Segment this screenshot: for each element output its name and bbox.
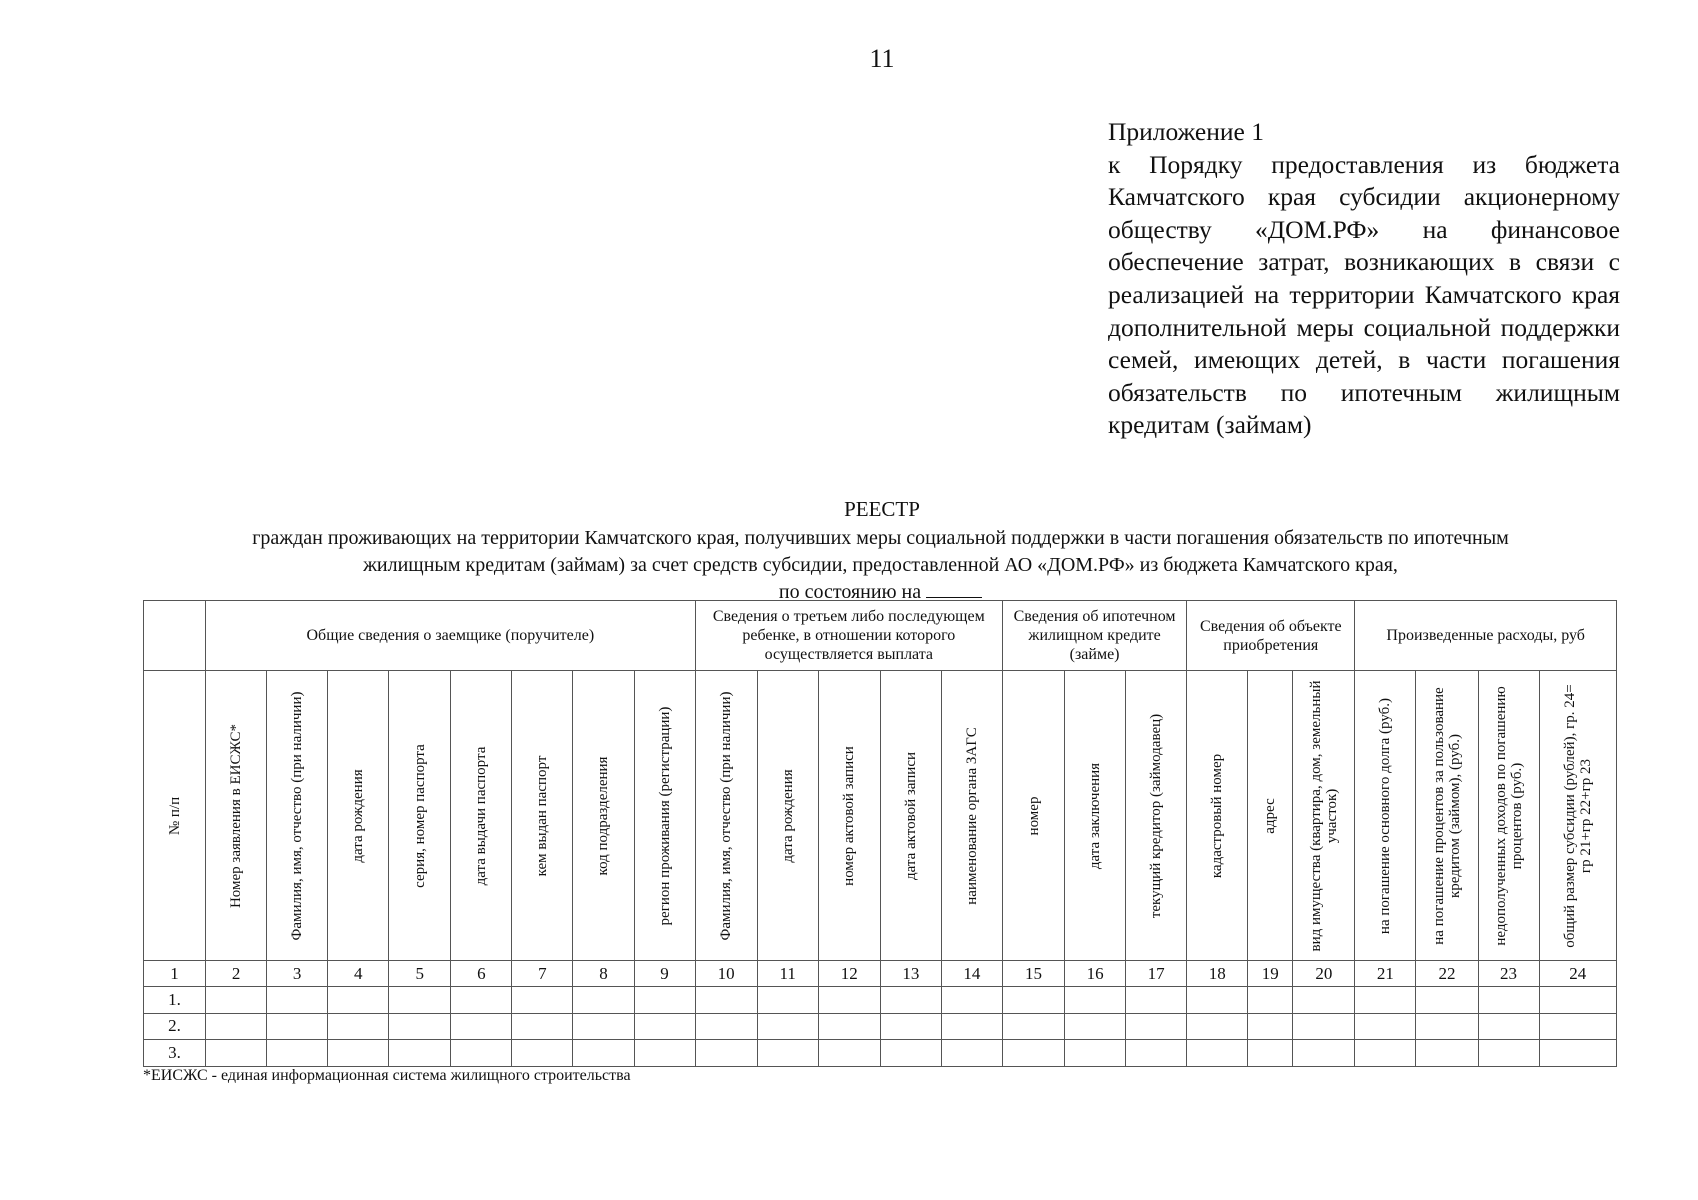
- group-empty-cell: [144, 601, 206, 671]
- table-cell: [818, 987, 880, 1014]
- table-cell: [1187, 1040, 1248, 1067]
- registry-subtitle-line2: жилищным кредитам (займам) за счет средств субсидии, предоставленной АО «ДОМ.РФ» из бюджета Камчатского края,: [363, 554, 1398, 576]
- column-header-label: серия, номер паспорта: [411, 743, 428, 888]
- table-cell: [328, 1040, 389, 1067]
- column-header-7: [512, 671, 573, 961]
- group-mortgage: Сведения об ипотечном жилищном кредите (займе): [1002, 601, 1186, 671]
- table-cell: [267, 1040, 328, 1067]
- column-number-2: 2: [206, 961, 267, 987]
- column-header-5: [389, 671, 451, 961]
- column-header-11: [757, 671, 818, 961]
- as-of-label: по состоянию на: [778, 581, 922, 603]
- table-cell: [573, 1040, 634, 1067]
- column-header-label: вид имущества (квартира, дом, земельный участок): [1307, 680, 1340, 951]
- column-header-8: [573, 671, 634, 961]
- column-header-label: кем выдан паспорт: [534, 755, 551, 876]
- appendix-body: к Порядку предоставления из бюджета Камчатского края субсидии акционерному обществу «ДОМ.РФ» на финансовое обеспечение затрат, возникающих в связи с реализацией на территории Камчатского края дополнительной меры социальной поддержки семей, имеющих детей, в части погашения обязательств по ипотечным жилищным кредитам (займам): [1108, 149, 1620, 440]
- row-number-cell: 3.: [144, 1040, 206, 1067]
- table-cell: [512, 1040, 573, 1067]
- group-property: Сведения об объекте приобретения: [1187, 601, 1355, 671]
- column-header-10: [695, 671, 757, 961]
- column-header-label: Номер заявления в ЕИСЖС*: [228, 723, 245, 908]
- table-cell: [389, 987, 451, 1014]
- registry-subtitle-line1: граждан проживающих на территории Камчатского края, получивших меры социальной поддержки в части погашения обязательств по ипотечным: [252, 527, 1509, 549]
- table-cell: [451, 1013, 512, 1040]
- column-header-label: дата заключения: [1087, 762, 1104, 869]
- table-cell: [512, 1013, 573, 1040]
- table-cell: [757, 1013, 818, 1040]
- column-header-row: [144, 671, 1617, 961]
- table-cell: [1416, 1040, 1478, 1067]
- table-cell: [634, 1040, 695, 1067]
- column-header-label: текущий кредитор (займодавец): [1148, 713, 1165, 918]
- column-header-label: номер: [1025, 796, 1042, 835]
- table-row: [144, 1040, 1617, 1067]
- column-header-label: регион проживания (регистрации): [656, 706, 673, 925]
- column-header-label: кадастровый номер: [1209, 753, 1226, 878]
- table-cell: [1293, 987, 1355, 1014]
- table-cell: [1002, 1040, 1064, 1067]
- column-header-label: общий размер субсидии (рублей), гр. 24= гр 21+гр 22+гр 23: [1561, 683, 1594, 948]
- table-cell: [1293, 1040, 1355, 1067]
- table-cell: [1355, 1040, 1416, 1067]
- table-cell: [757, 987, 818, 1014]
- column-header-24: [1539, 671, 1616, 961]
- column-number-14: 14: [941, 961, 1002, 987]
- table-row: [144, 987, 1617, 1014]
- table-row: [144, 1013, 1617, 1040]
- table-cell: [634, 987, 695, 1014]
- column-number-12: 12: [818, 961, 880, 987]
- column-header-2: [206, 671, 267, 961]
- column-number-13: 13: [880, 961, 941, 987]
- column-number-3: 3: [267, 961, 328, 987]
- page-number: 11: [869, 44, 895, 73]
- column-header-14: [941, 671, 1002, 961]
- table-cell: [206, 1040, 267, 1067]
- registry-title: РЕЕСТР: [844, 497, 920, 521]
- table-cell: [1126, 1013, 1187, 1040]
- table-cell: [941, 987, 1002, 1014]
- table-cell: [880, 1040, 941, 1067]
- column-header-13: [880, 671, 941, 961]
- column-header-21: [1355, 671, 1416, 961]
- column-header-label: недополученных доходов по погашению процентов (руб.): [1492, 685, 1525, 946]
- table-cell: [1248, 1013, 1293, 1040]
- group-child: Сведения о третьем либо последующем ребенке, в отношении которого осуществляется выплата: [695, 601, 1002, 671]
- column-header-label: дата актовой записи: [902, 751, 919, 880]
- table-cell: [818, 1040, 880, 1067]
- column-header-4: [328, 671, 389, 961]
- column-number-20: 20: [1293, 961, 1355, 987]
- table-cell: [880, 987, 941, 1014]
- table-cell: [328, 987, 389, 1014]
- table-cell: [1355, 987, 1416, 1014]
- table-cell: [1539, 1013, 1616, 1040]
- column-number-5: 5: [389, 961, 451, 987]
- table-cell: [206, 987, 267, 1014]
- column-header-22: [1416, 671, 1478, 961]
- column-header-6: [451, 671, 512, 961]
- column-header-12: [818, 671, 880, 961]
- column-header-label: адрес: [1262, 797, 1279, 834]
- registry-subtitle: [150, 525, 1611, 606]
- column-header-label: дата рождения: [779, 768, 796, 863]
- column-header-label: наименование органа ЗАГС: [963, 726, 980, 905]
- table-cell: [512, 987, 573, 1014]
- group-header-row: [144, 601, 1617, 671]
- column-number-4: 4: [328, 961, 389, 987]
- table-cell: [634, 1013, 695, 1040]
- column-header-label: Фамилия, имя, отчество (при наличии): [718, 691, 735, 940]
- table-cell: [267, 1013, 328, 1040]
- column-number-24: 24: [1539, 961, 1616, 987]
- table-cell: [451, 1040, 512, 1067]
- column-header-label: на погашение процентов за пользование кредитом (займом), (руб.): [1430, 686, 1463, 945]
- column-number-row: [144, 961, 1617, 987]
- table-cell: [206, 1013, 267, 1040]
- table-cell: [389, 1040, 451, 1067]
- table-cell: [573, 1013, 634, 1040]
- table-cell: [941, 1040, 1002, 1067]
- table-cell: [880, 1013, 941, 1040]
- table-cell: [1539, 1040, 1616, 1067]
- table-cell: [1187, 987, 1248, 1014]
- column-number-1: 1: [144, 961, 206, 987]
- table-cell: [1478, 987, 1539, 1014]
- column-header-label: код подразделения: [595, 756, 612, 875]
- column-header-label: дата выдачи паспорта: [473, 746, 490, 885]
- column-number-19: 19: [1248, 961, 1293, 987]
- table-cell: [389, 1013, 451, 1040]
- column-number-15: 15: [1002, 961, 1064, 987]
- table-cell: [1248, 1040, 1293, 1067]
- column-header-16: [1065, 671, 1126, 961]
- column-header-15: [1002, 671, 1064, 961]
- date-blank: [926, 597, 982, 598]
- table-cell: [1293, 1013, 1355, 1040]
- table-cell: [1002, 1013, 1064, 1040]
- column-header-23: [1478, 671, 1539, 961]
- table-cell: [1126, 987, 1187, 1014]
- table-cell: [1478, 1040, 1539, 1067]
- column-number-6: 6: [451, 961, 512, 987]
- table-cell: [695, 987, 757, 1014]
- table-cell: [1416, 1013, 1478, 1040]
- column-number-11: 11: [757, 961, 818, 987]
- table-cell: [1539, 987, 1616, 1014]
- table-cell: [1126, 1040, 1187, 1067]
- column-header-1: [144, 671, 206, 961]
- registry-table: [143, 600, 1617, 1067]
- column-number-16: 16: [1065, 961, 1126, 987]
- column-number-21: 21: [1355, 961, 1416, 987]
- column-header-label: номер актовой записи: [841, 745, 858, 886]
- footnote: *ЕИСЖС - единая информационная система жилищного строительства: [143, 1067, 631, 1084]
- column-header-3: [267, 671, 328, 961]
- table-cell: [695, 1013, 757, 1040]
- table-cell: [1065, 1040, 1126, 1067]
- column-number-18: 18: [1187, 961, 1248, 987]
- table-cell: [1065, 987, 1126, 1014]
- column-header-20: [1293, 671, 1355, 961]
- table-cell: [757, 1040, 818, 1067]
- table-cell: [1065, 1013, 1126, 1040]
- column-header-18: [1187, 671, 1248, 961]
- column-header-label: на погашение основного долга (руб.): [1377, 697, 1394, 934]
- column-header-17: [1126, 671, 1187, 961]
- table-cell: [451, 987, 512, 1014]
- column-header-label: № п/п: [166, 796, 183, 835]
- row-number-cell: 1.: [144, 987, 206, 1014]
- appendix-block: [1108, 116, 1620, 442]
- table-cell: [695, 1040, 757, 1067]
- column-header-9: [634, 671, 695, 961]
- table-cell: [328, 1013, 389, 1040]
- group-borrower: Общие сведения о заемщике (поручителе): [206, 601, 696, 671]
- appendix-title: Приложение 1: [1108, 117, 1264, 146]
- table-cell: [941, 1013, 1002, 1040]
- table-cell: [573, 987, 634, 1014]
- table-cell: [1478, 1013, 1539, 1040]
- column-number-23: 23: [1478, 961, 1539, 987]
- table-cell: [1355, 1013, 1416, 1040]
- group-expenses: Произведенные расходы, руб: [1355, 601, 1617, 671]
- column-header-19: [1248, 671, 1293, 961]
- column-number-9: 9: [634, 961, 695, 987]
- table-cell: [1002, 987, 1064, 1014]
- column-number-22: 22: [1416, 961, 1478, 987]
- table-cell: [1248, 987, 1293, 1014]
- column-number-7: 7: [512, 961, 573, 987]
- table-cell: [1416, 987, 1478, 1014]
- table-cell: [1187, 1013, 1248, 1040]
- column-header-label: дата рождения: [350, 768, 367, 863]
- column-number-8: 8: [573, 961, 634, 987]
- table-cell: [267, 987, 328, 1014]
- column-number-17: 17: [1126, 961, 1187, 987]
- table-cell: [818, 1013, 880, 1040]
- column-header-label: Фамилия, имя, отчество (при наличии): [289, 691, 306, 940]
- column-number-10: 10: [695, 961, 757, 987]
- row-number-cell: 2.: [144, 1013, 206, 1040]
